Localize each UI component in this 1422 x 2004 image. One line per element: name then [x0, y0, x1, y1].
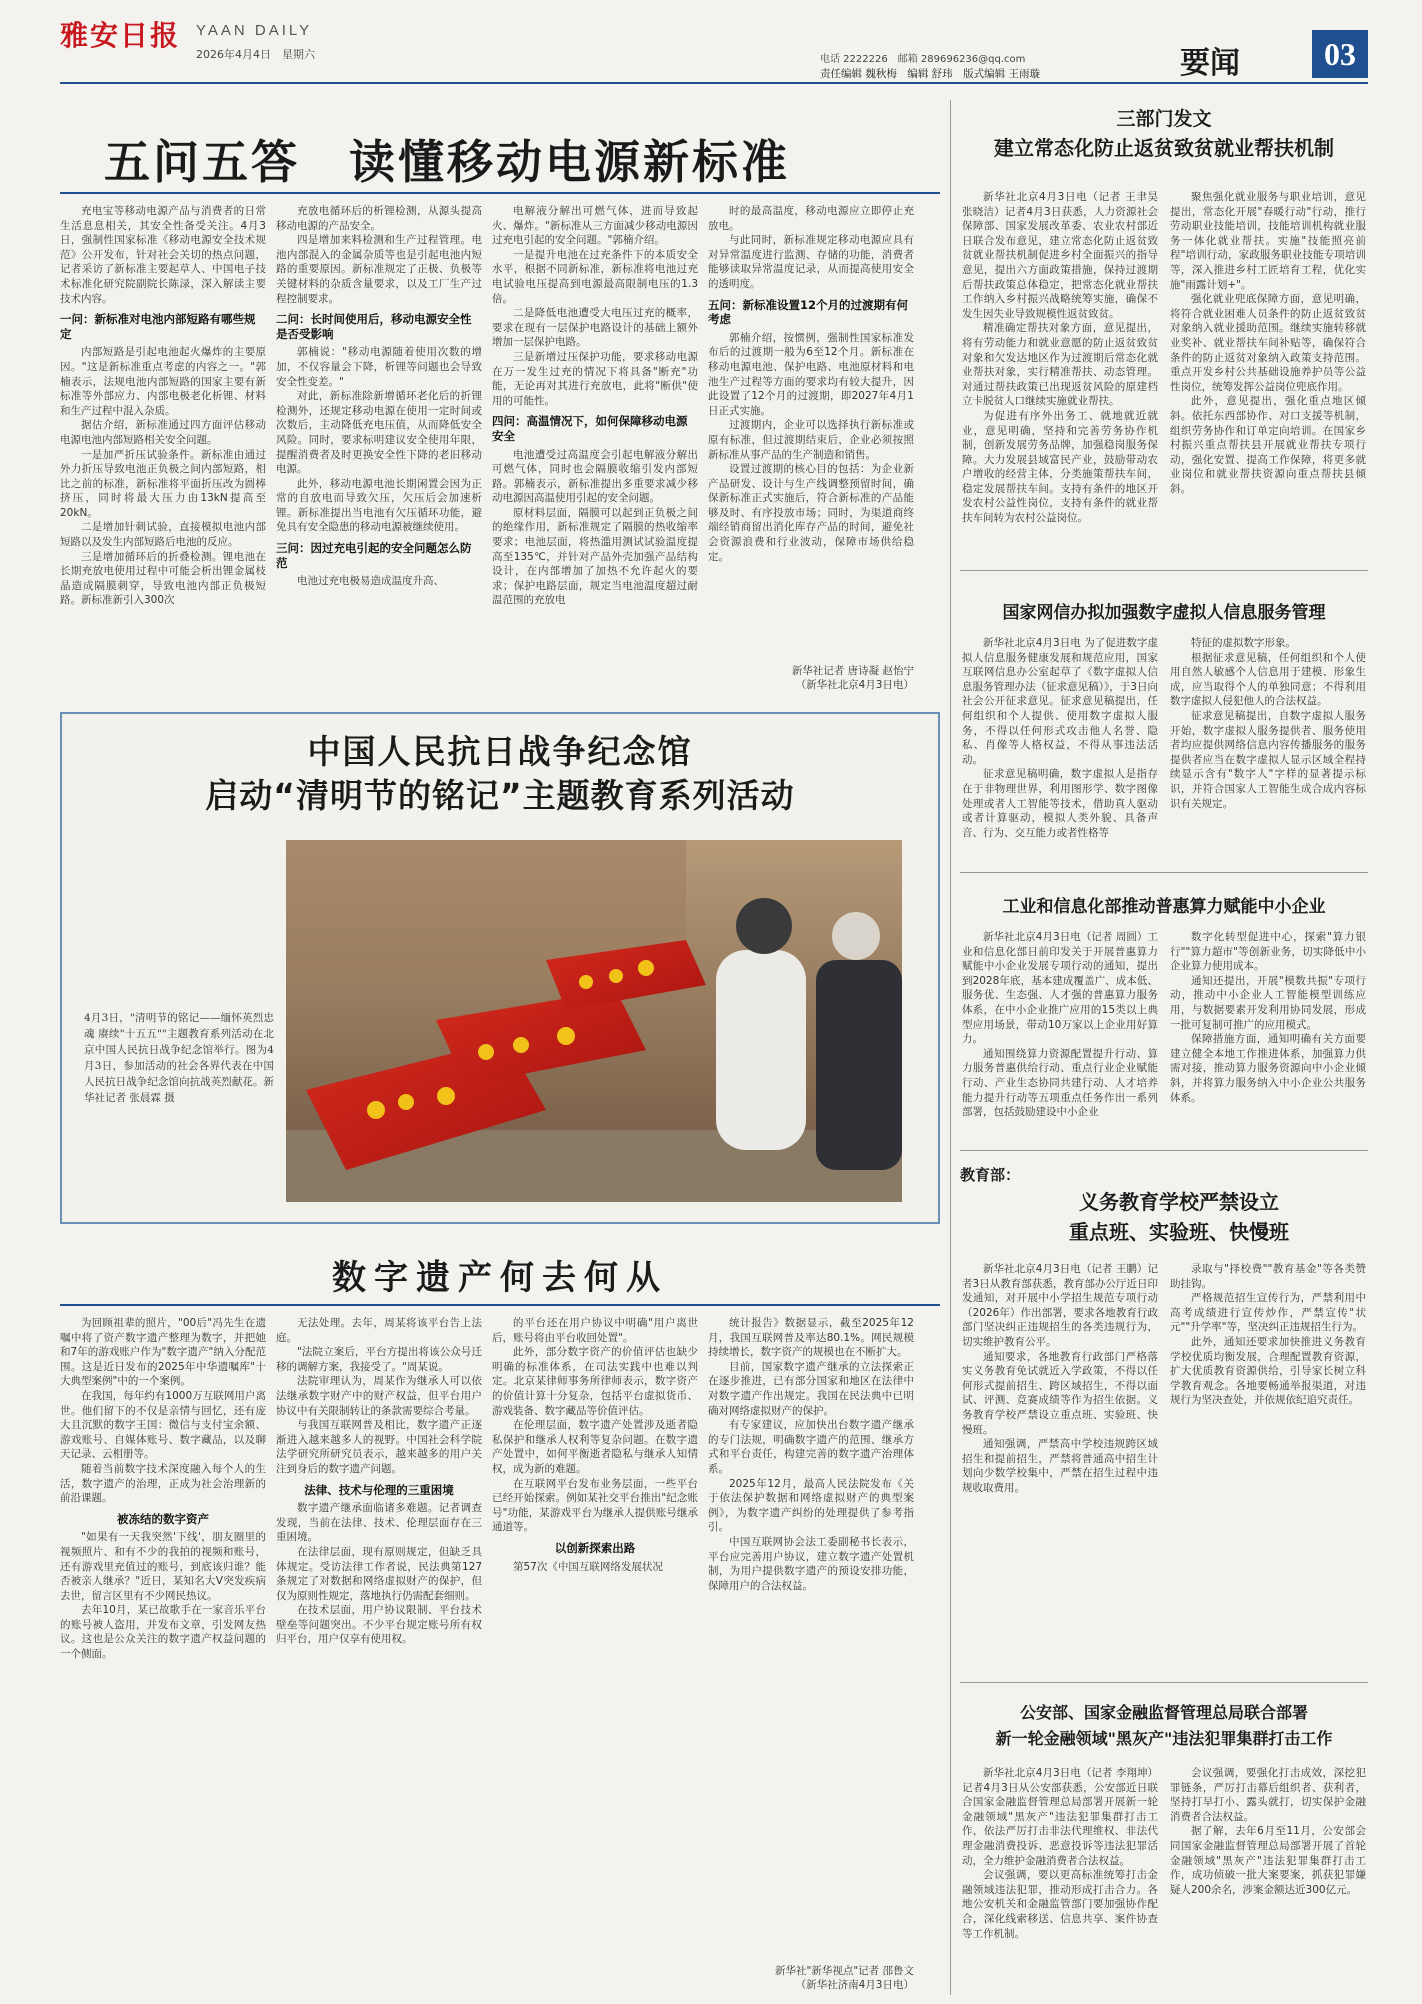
- article1-col4: 时的最高温度，移动电源应立即停止充放电。 与此同时，新标准规定移动电源应具有对异常温度进行监测、存储的功能，消费者能够读取异常温度记录，从而提高使用安全的透明度。 五问：新标准设置12个月的过渡期有何考虑 郭楠介绍，按惯例，强制性国家标准发布后的过渡期一般为6至12个月。新标准在移动电源电池、保护电路、电池原材料和电池生产过程等方面的要求均有较大提升，因此设置了12个月的过渡期，即2027年4月1日正式实施。 过渡期内，企业可以选择执行新标准或原有标准，但过渡期结束后，企业必须按照新标准从事产品的生产制造和销售。 设置过渡期的核心目的包括：为企业新产品研发、设计与生产线调整预留时间，确保新标准正式实施后，符合新标准的产品能够及时、有序投放市场；同时，为渠道商终端经销商留出消化库存产品的时间，避免社会资源浪费和行业波动，保障市场供给稳定。: [708, 205, 914, 563]
- article2-bottom-rule: [960, 570, 1368, 571]
- person2-head: [832, 912, 880, 960]
- article3-headline: 国家网信办拟加强数字虚拟人信息服务管理: [1002, 603, 1326, 623]
- article5-headline-line2: 重点班、实验班、快慢班: [1069, 1220, 1289, 1244]
- photo-caption: 4月3日，"清明节的铭记——缅怀英烈忠魂 赓续"十五五""主题教育系列活动在北京中国人民抗日战争纪念馆举行。图为4月3日，参加活动的社会各界代表在中国人民抗日战争纪念馆向抗战英烈献花。新华社记者 张晨霖 摄: [84, 1012, 274, 1104]
- article1-top-rule: [60, 192, 940, 194]
- article7-headline: 数字遗产何去何从: [332, 1258, 668, 1298]
- issue-date: 2026年4月4日 星期六: [196, 48, 315, 61]
- news-photo: [286, 840, 902, 1202]
- article7-col1: 为回顾祖辈的照片，"00后"冯先生在遗嘱中将了资产数字遗产整理为数字，并把她和7年的游戏账户作为"数字遗产"纳入分配范围。这是近日发布的2025年中华遗嘱库"十大典型案例"中的一个案例。 在我国，每年约有1000万互联网用户离世。他们留下的不仅是亲情与回忆，还有庞大且沉默的数字王国：微信与支付宝余额、游戏账号、自媒体账号、数字藏品，以及聊天记录、云相册等。 随着当前数字技术深度融入每个人的生活，数字遗产的治理，正成为社会治理新的前沿课题。 被冻结的数字资产 "如果有一天我突然'下线'，朋友圈里的视频照片、和有不少的我拍的视频和账号，还有游戏里充值过的账号，到底该归谁？能否被亲人继承？"近日，某知名大V突发疾病去世，留言区里有不少网民热议。 去年10月，某已故歌手在一家音乐平台的账号被人盗用，并发布文章，引发网友热议。这也是公众关注的数字遗产权益问题的一个侧面。: [60, 1317, 266, 1661]
- article5-col2: 录取与"择校费""教育基金"等各类赞助挂钩。 严格规范招生宣传行为，严禁利用中高考成绩进行宣传炒作，严禁宣传"状元""升学率"等，坚决纠正违规招生行为。 此外，通知还要求加快推进义务教育学校优质均衡发展，合理配置教育资源，扩大优质教育资源供给，引导家长树立科学教育观念。各地要畅通举报渠道，对违规行为坚决查处，并依规依纪追究责任。: [1170, 1263, 1366, 1407]
- article7-col2: 无法处理。去年，周某将该平台告上法庭。 "法院立案后，平台方提出将该公众号迁移的调解方案，我接受了。"周某说。 法院审理认为，周某作为继承人可以依法继承数字财产中的财产权益，但平台用户协议中有关限制转让的条款需要综合考量。 与我国互联网普及相比，数字遗产正逐渐进入越来越多人的视野。中国社会科学院法学研究所研究员表示，越来越多的用户关注到身后的数字遗产问题。 法律、技术与伦理的三重困境 数字遗产继承面临诸多难题。记者调查发现，当前在法律、技术、伦理层面存在三重困境。 在法律层面，现有原则规定，但缺乏具体规定。受访法律工作者说，民法典第127条规定了对数据和网络虚拟财产的保护，但仅为原则性规定，落地执行仍需配套细则。 在技术层面，用户协议限制、平台技术壁垒等问题突出。不少平台规定账号所有权归平台，用户仅享有使用权。: [276, 1317, 482, 1646]
- person-white-shirt: [716, 950, 806, 1150]
- article1-col2: 充放电循环后的析锂检测，从源头提高移动电源的产品安全。 四是增加来料检测和生产过程管理。电池内部混入的金属杂质等也是引起电池内短路的重要原因。新标准规定了正极、负极等关键材料的杂质含量要求，以及工厂生产过程控制要求。 二问：长时间使用后，移动电源安全性是否受影响 郭楠说："移动电源随着使用次数的增加，不仅容量会下降，析锂等问题也会导致安全性变差。" 对此，新标准除新增循环老化后的折锂检测外，还规定移动电源在使用一定时间或次数后，主动降低充电压值，从而降低安全风险。同时，要求标明建议安全使用年限，提醒消费者及时更换安全性下降的老旧移动电源。 此外，移动电源电池长期闲置会因为正常的自放电而导致欠压，欠压后会加速析锂。新标准提出当电池有欠压循环功能，避免具有安全隐患的移动电源被继续使用。 三问：因过充电引起的安全问题怎么防范 电池过充电极易造成温度升高、: [276, 205, 482, 588]
- editor-credits: 责任编辑 魏秋梅 编辑 舒玮 版式编辑 王雨璇: [820, 68, 1041, 80]
- article4-bottom-rule: [960, 1150, 1368, 1151]
- person-head: [736, 898, 792, 954]
- article3-bottom-rule: [960, 872, 1368, 873]
- person-dark-jacket: [816, 960, 902, 1170]
- article6-headline-line1: 公安部、国家金融监督管理总局联合部署: [1019, 1703, 1308, 1722]
- masthead: [0, 0, 1422, 80]
- article3-col1: 新华社北京4月3日电 为了促进数字虚拟人信息服务健康发展和规范应用，国家互联网信息办公室起草了《数字虚拟人信息服务管理办法（征求意见稿）》，于3日向社会公开征求意见。征求意见稿提出，任何组织和个人提供、使用数字虚拟人服务，不得以任何形式攻击他人名誉、隐私、肖像等人格权益，不得从事违法活动。 征求意见稿明确，数字虚拟人是指存在于非物理世界，利用图形学、数字图像处理或者人工智能等技术，借助真人驱动或者计算驱动，模拟人类外貌、具备声音、行为、交互能力或者性格等: [962, 637, 1158, 839]
- article1-source-text: 新华社记者 唐诗凝 赵怡宁 （新华社北京4月3日电）: [791, 665, 914, 691]
- article1-col3: 电解液分解出可燃气体，进而导致起火、爆炸。"新标准从三方面减少移动电源因过充电引起的安全问题。"郭楠介绍。 一是提升电池在过充条件下的本质安全水平，根据不同新标准，新标准将电池过充电试验电压提高到电源最高限制电压的1.3倍。 二是降低电池遭受大电压过充的概率，要求在现有一层保护电路设计的基础上额外增加一层保护电路。 三是新增过压保护功能，要求移动电源在万一发生过充的情况下将具备"断充"功能，无论再对其进行充放电，此将"断供"使用的可能性。 四问：高温情况下，如何保障移动电源安全 电池遭受过高温度会引起电解液分解出可燃气体，同时也会隔膜收缩引发内部短路。郭楠表示，新标准提出多重要求减少移动电源因高温使用引起的安全问题。 原材料层面，隔膜可以起到正负极之间的绝缘作用，新标准规定了隔膜的热收缩率要求；电池层面，将热滥用测试试验温度提高至135℃，并针对产品外壳加强产品结构设计，在内部增加了加热不允许起火的要求；保护电路层面，规定当电池温度超过耐温范围的充放电: [492, 205, 698, 607]
- article3-col2: 特征的虚拟数字形象。 根据征求意见稿，任何组织和个人使用自然人敏感个人信息用于建模、形象生成，应当取得个人的单独同意；不得利用数字虚拟人侵犯他人的合法权益。 征求意见稿提出，自数字虚拟人服务开始，数字虚拟人服务提供者、服务使用者均应提供网络信息内容传播服务的服务提供者应当在数字虚拟人显示区域全程持续显示含有"数字人"字样的显著提示标识，并符合国家人工智能生成合成内容标识有关规定。: [1170, 637, 1366, 810]
- article1-source: [700, 664, 914, 692]
- article2-kicker: 三部门发文: [1116, 108, 1212, 130]
- article6-headline-line2: 新一轮金融领域"黑灰产"违法犯罪集群打击工作: [995, 1729, 1333, 1748]
- section-name: 要闻: [1180, 46, 1240, 81]
- article7-source: [700, 1964, 914, 1992]
- column-divider-main: [950, 100, 951, 1995]
- article2-col2: 聚焦强化就业服务与职业培训，意见提出，常态化开展"春暖行动"行动，推行劳动职业技能培训，技能培训机构就业服务一体化就业帮扶。实施"技能照亮前程"培训行动，家政服务职业技能专项培训等，深入推进乡村工匠培育工程，优化实施"雨露计划+"。 强化就业兜底保障方面，意见明确，将符合就业困难人员条件的防止返贫致贫对象纳入就业援助范围。继续实施转移就业奖补、就业帮扶车间补贴等，确保符合条件的防止返贫对象纳入政策支持范围。重点开发乡村公共基础设施养护员等公益性岗位，统筹发挥公益岗位兜底作用。 此外，意见提出，强化重点地区倾斜。依托东西部协作、对口支援等机制，组织劳务协作和订单定向培训。在国家乡村振兴重点帮扶县开展就业帮扶专项行动，强化安置、提高工作保障，将更多就业岗位和就业帮扶资源向重点帮扶县倾斜。: [1170, 191, 1366, 495]
- article2-headline: 建立常态化防止返贫致贫就业帮扶机制: [994, 136, 1334, 160]
- article8-headline-line1: 中国人民抗日战争纪念馆: [307, 732, 693, 771]
- article6-col2: 会议强调，要强化打击成效，深挖犯罪链条，严厉打击幕后组织者、获利者，坚持打早打小、露头就打，切实保护金融消费者合法权益。 据了解，去年6月至11月，公安部会同国家金融监督管理总局部署开展了首轮金融领域"黑灰产"违法犯罪集群打击工作，成功侦破一批大案要案，抓获犯罪嫌疑人200余名，涉案金额达近300亿元。: [1170, 1767, 1366, 1896]
- article7-col4: 统计报告》数据显示，截至2025年12月，我国互联网普及率达80.1%。网民规模持续增长，数字资产的规模也在不断扩大。 目前，国家数字遗产继承的立法探索正在逐步推进，已有部分国家和地区在法律中对数字遗产作出规定。我国在民法典中已明确对网络虚拟财产的保护。 有专家建议，应加快出台数字遗产继承的专门法规，明确数字遗产的范围、继承方式和平台责任，构建完善的数字遗产治理体系。 2025年12月，最高人民法院发布《关于依法保护数据和网络虚拟财产的典型案例》，为数字遗产纠纷的处理提供了参考指引。 中国互联网协会法工委副秘书长表示，平台应完善用户协议，建立数字遗产处置机制，为用户提供数字遗产的预设安排功能，保障用户的合法权益。: [708, 1317, 914, 1592]
- article1-headline: 五问五答 读懂移动电源新标准: [104, 135, 790, 189]
- article5-bottom-rule: [960, 1682, 1368, 1683]
- article7-source-text: 新华社"新华视点"记者 邵鲁文 （新华社济南4月3日电）: [775, 1965, 914, 1991]
- newspaper-en-name: YAAN DAILY: [196, 22, 313, 39]
- article1-col1: 充电宝等移动电源产品与消费者的日常生活息息相关，其安全性备受关注。4月3日，强制性国家标准《移动电源安全技术规范》公开发布，针对社会关切的热点问题，记者采访了新标准主要起草人、中国电子技术标准化研究院副院长陈渌，深入解读主要技术内容。 一问：新标准对电池内部短路有哪些规定 内部短路是引起电池起火爆炸的主要原因。"这是新标准重点考虑的内容之一。"郭楠表示，法规电池内部短路的国家主要有新标准等外部应力、内部电极老化析锂、材料和生产过程中混入杂质。 据估介绍，新标准通过四方面评估移动电源电池内部短路相关安全问题。 一是加严折压试验条件。新标准由通过外力折压导致电池正负极之间内部短路，相比之前的标准，新标准将平面折压改为圆棒挤压，同时将最大压力由13kN提高至20kN。 二是增加针刺试验，直接模拟电池内部短路以及发生内部短路后电池的反应。 三是增加循环后的折叠检测。锂电池在长期充放电使用过程中可能会析出锂金属枝晶造成隔膜刺穿，导致电池内部正负极短路。新标准新引入300次: [60, 205, 266, 607]
- article4-headline: 工业和信息化部推动普惠算力赋能中小企业: [1002, 897, 1326, 917]
- article8-headline-line2: 启动“清明节的铭记”主题教育系列活动: [205, 776, 795, 815]
- article7-top-rule: [60, 1304, 940, 1306]
- newspaper-logo: 雅安日报: [60, 19, 181, 52]
- article4-col2: 数字化转型促进中心，探索"算力银行""算力超市"等创新业务，切实降低中小企业算力使用成本。 通知还提出，开展"模数共振"专项行动，推动中小企业人工智能模型训练应用，与数据要素开发利用协同发展，形成一批可复制可推广的应用模式。 保障措施方面，通知明确有关方面要建立健全本地工作推进体系，加强算力供需对接，推动算力服务资源向中小企业倾斜，并将算力服务纳入中小企业公共服务体系。: [1170, 931, 1366, 1104]
- article7-col3: 的平台还在用户协议中明确"用户离世后，账号将由平台收回处置"。 此外，部分数字资产的价值评估也缺少明确的标准体系，在司法实践中也难以判定。北京某律师事务所律师表示，数字资产的价值计算十分复杂，包括平台虚拟货币、游戏装备、数字藏品等价值评估。 在伦理层面，数字遗产处置涉及逝者隐私保护和继承人权利等复杂问题。在数字遗产处置中，如何平衡逝者隐私与继承人知情权，成为新的难题。 在互联网平台发布业务层面，一些平台已经开始探索。例如某社交平台推出"纪念账号"功能，某游戏平台为继承人提供账号继承通道等。 以创新探索出路 第57次《中国互联网络发展状况: [492, 1317, 698, 1573]
- page-number: 03: [1324, 36, 1356, 72]
- article5-col1: 新华社北京4月3日电（记者 王鹏）记者3日从教育部获悉，教育部办公厅近日印发通知，对开展中小学招生规范专项行动（2026年）作出部署，要求各地教育行政部门坚决纠正违规招生的各类违规行为，切实维护教育公平。 通知要求，各地教育行政部门严格落实义务教育免试就近入学政策，不得以任何形式提前招生、跨区域招生，不得以面试、评测、竞赛成绩等作为招生依据。义务教育学校严禁设立重点班、实验班、快慢班。 通知强调，严禁高中学校违规跨区域招生和提前招生，严禁将普通高中招生计划向少数学校集中，严禁在招生过程中违规收取费用。: [962, 1263, 1158, 1494]
- article6-col1: 新华社北京4月3日电（记者 李翔坤）记者4月3日从公安部获悉，公安部近日联合国家金融监督管理总局部署开展新一轮金融领域"黑灰产"违法犯罪集群打击工作，依法严厉打击非法代理维权、非法代理金融消费投诉、恶意投诉等违法犯罪活动，全力维护金融消费者合法权益。 会议强调，要以更高标准统筹打击金融领域违法犯罪，推动形成打击合力。各地公安机关和金融监管部门要加强协作配合，深化线索移送、信息共享、案件协查等工作机制。: [962, 1767, 1158, 1940]
- article4-col1: 新华社北京4月3日电（记者 周圆）工业和信息化部日前印发关于开展普惠算力赋能中小企业发展专项行动的通知，提出到2028年底，基本建成覆盖广、成本低、服务优、生态强、人才强的普惠算力服务体系，在中小企业推广应用的15类以上典型应用场景，带动10万家以上企业用好算力。 通知围绕算力资源配置提升行动、算力服务普惠供给行动、重点行业企业赋能行动、产业生态协同共建行动、人才培养能力提升行动等五项重点任务作出一系列部署，包括鼓励建设中小企业: [962, 931, 1158, 1119]
- contact-info: 电话 2222226 邮箱 289696236@qq.com: [820, 54, 1026, 65]
- masthead-rule: [60, 82, 1368, 84]
- article5-lead: 教育部：: [960, 1166, 1021, 1184]
- article5-headline-line1: 义务教育学校严禁设立: [1079, 1190, 1279, 1214]
- article2-col1: 新华社北京4月3日电（记者 王聿昊 张晓洁）记者4月3日获悉，人力资源社会保障部、国家发展改革委、农业农村部近日联合发布意见，建立常态化防止返贫致贫就业帮扶机制促进乡村全面振兴的指导意见，提出六方面政策措施，保持过渡期后帮扶政策总体稳定，把常态化就业帮扶工作纳入乡村振兴战略统筹实施，确保不发生因失业导致规模性返贫致贫。 精准确定帮扶对象方面，意见提出，将有劳动能力和就业意愿的防止返贫致贫对象和欠发达地区作为过渡期后常态化就业帮扶对象，实行精准帮扶、动态管理。对通过帮扶政策已出现返贫风险的原建档立卡脱贫人口继续实施就业帮扶。 为促进有序外出务工、就地就近就业，意见明确，坚持和完善劳务协作机制，创新发展劳务品牌，加强稳岗服务保障。大力发展县域富民产业，鼓励带动农户增收的经营主体，分类施策帮扶车间，稳定发展帮扶车间。支持有条件的地区开发农村公益性岗位，支持有条件的就业帮扶车间转为农村公益岗位。: [962, 191, 1158, 525]
